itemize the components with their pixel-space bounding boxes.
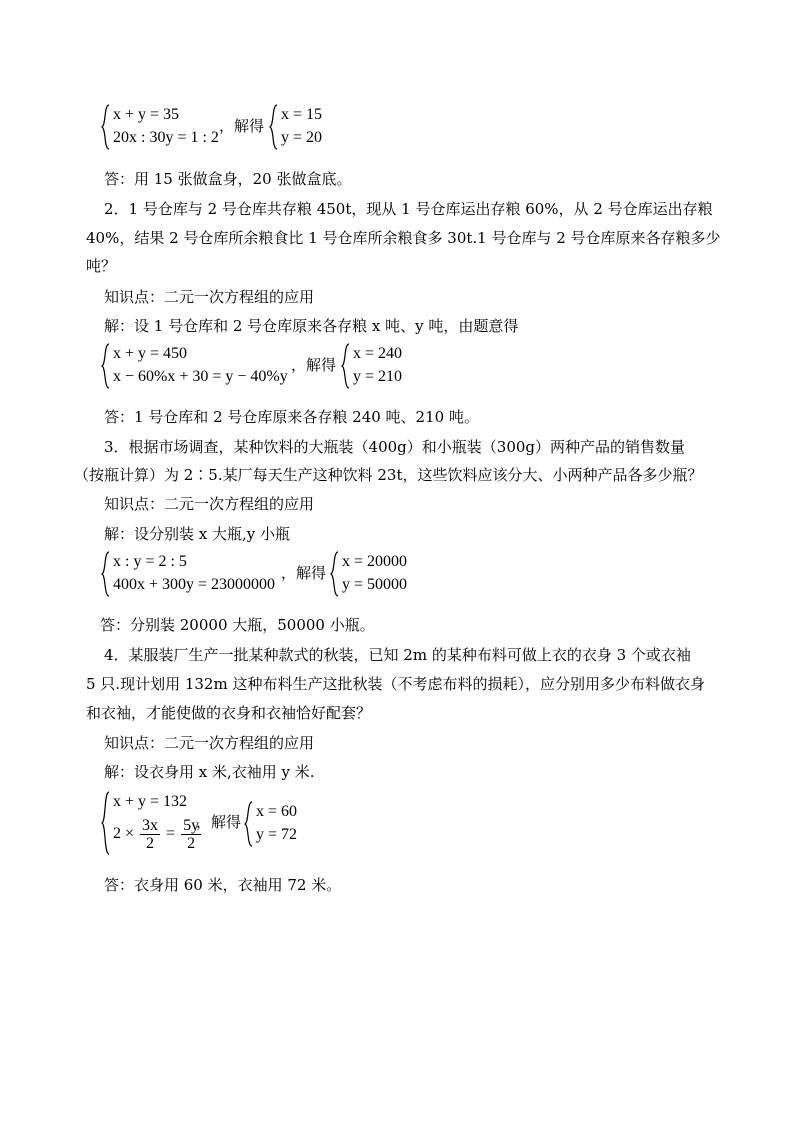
left-brace bbox=[101, 790, 111, 856]
equation-line: x + y = 35 bbox=[113, 106, 180, 123]
fraction-numerator: 3x bbox=[142, 817, 159, 834]
equation-line: x − 60%x + 30 = y − 40%y bbox=[113, 368, 288, 385]
fraction-prefix: 2 × bbox=[113, 825, 135, 843]
question-3-line-2: （按瓶计算）为 2∶5.某厂每天生产这种饮料 23t，这些饮料应该分大、小两种产品各多少瓶？ bbox=[74, 466, 703, 484]
fraction-denominator: 2 bbox=[146, 835, 155, 852]
left-brace bbox=[101, 342, 111, 390]
equation-system-4 bbox=[101, 790, 341, 858]
question-2-line-3: 吨？ bbox=[86, 257, 117, 275]
question-2-line-2: 40%，结果 2 号仓库所余粮食比 1 号仓库所余粮食多 30t.1 号仓库与 2 号仓库原来各存粮多少 bbox=[86, 229, 721, 247]
left-brace bbox=[101, 103, 111, 151]
knowledge-point-2: 知识点：二元一次方程组的应用 bbox=[104, 288, 315, 306]
equation-line: x + y = 132 bbox=[113, 793, 188, 810]
solution-line: y = 20 bbox=[281, 129, 323, 146]
question-4-line-3: 和衣袖，才能使做的衣身和衣袖恰好配套？ bbox=[86, 704, 372, 722]
knowledge-point-4: 知识点：二元一次方程组的应用 bbox=[104, 734, 315, 752]
equation-system-3 bbox=[101, 550, 431, 598]
solution-line: y = 72 bbox=[256, 826, 298, 843]
equation-line: x : y = 2 : 5 bbox=[113, 553, 187, 570]
solution-line: y = 210 bbox=[353, 368, 403, 385]
answer-1: 答：用 15 张做盒身，20 张做盒底。 bbox=[104, 170, 352, 188]
fraction-numerator: 5y bbox=[183, 817, 200, 834]
fraction-denominator: 2 bbox=[187, 835, 196, 852]
equation-system-1 bbox=[101, 103, 341, 151]
solve-label: ，解得 bbox=[281, 564, 327, 582]
solution-line: x = 15 bbox=[281, 106, 323, 123]
answer-4: 答：衣身用 60 米，衣袖用 72 米。 bbox=[104, 876, 342, 894]
question-4-line-2: 5 只.现计划用 132m 这种布料生产这批秋装（不考虑布料的损耗），应分别用多少布料做衣身 bbox=[86, 675, 705, 693]
equation-line: 400x + 300y = 23000000 bbox=[113, 576, 276, 593]
question-2-line-1: 2．1 号仓库与 2 号仓库共存粮 450t，现从 1 号仓库运出存粮 60%，从 2 号仓库运出存粮 bbox=[104, 200, 713, 218]
solution-line: x = 20000 bbox=[342, 553, 408, 570]
question-3-line-1: 3．根据市场调查，某种饮料的大瓶装（400g）和小瓶装（300g）两种产品的销售数量 bbox=[104, 438, 686, 456]
answer-3: 答：分别装 20000 大瓶，50000 小瓶。 bbox=[100, 616, 375, 634]
knowledge-point-3: 知识点：二元一次方程组的应用 bbox=[104, 495, 315, 513]
solution-intro-3: 解：设分别装 x 大瓶,y 小瓶 bbox=[104, 525, 291, 543]
solution-line: x = 60 bbox=[256, 803, 298, 820]
equation-line: 20x : 30y = 1 : 2 bbox=[113, 129, 219, 146]
solve-label: ，解得 bbox=[196, 813, 242, 831]
solve-label: ，解得 bbox=[291, 356, 337, 374]
right-brace bbox=[269, 103, 279, 151]
solution-intro-4: 解：设衣身用 x 米,衣袖用 y 米. bbox=[104, 763, 315, 781]
equation-system-2 bbox=[101, 342, 421, 390]
question-4-line-1: 4．某服装厂生产一批某种款式的秋装，已知 2m 的某种布料可做上衣的衣身 3 个或衣袖 bbox=[104, 646, 691, 664]
solution-line: x = 240 bbox=[353, 345, 403, 362]
solution-intro-2: 解：设 1 号仓库和 2 号仓库原来各存粮 x 吨、y 吨，由题意得 bbox=[104, 317, 519, 335]
answer-2: 答：1 号仓库和 2 号仓库原来各存粮 240 吨、210 吨。 bbox=[104, 408, 479, 426]
left-brace bbox=[101, 550, 111, 598]
fraction bbox=[140, 817, 160, 852]
equation-line: x + y = 450 bbox=[113, 345, 188, 362]
equals-sign: = bbox=[166, 825, 176, 843]
right-brace bbox=[341, 342, 351, 390]
solution-line: y = 50000 bbox=[342, 576, 408, 593]
right-brace bbox=[244, 800, 254, 848]
solve-label: ，解得 bbox=[219, 117, 265, 135]
right-brace bbox=[330, 550, 340, 598]
fraction-equation bbox=[113, 817, 203, 852]
